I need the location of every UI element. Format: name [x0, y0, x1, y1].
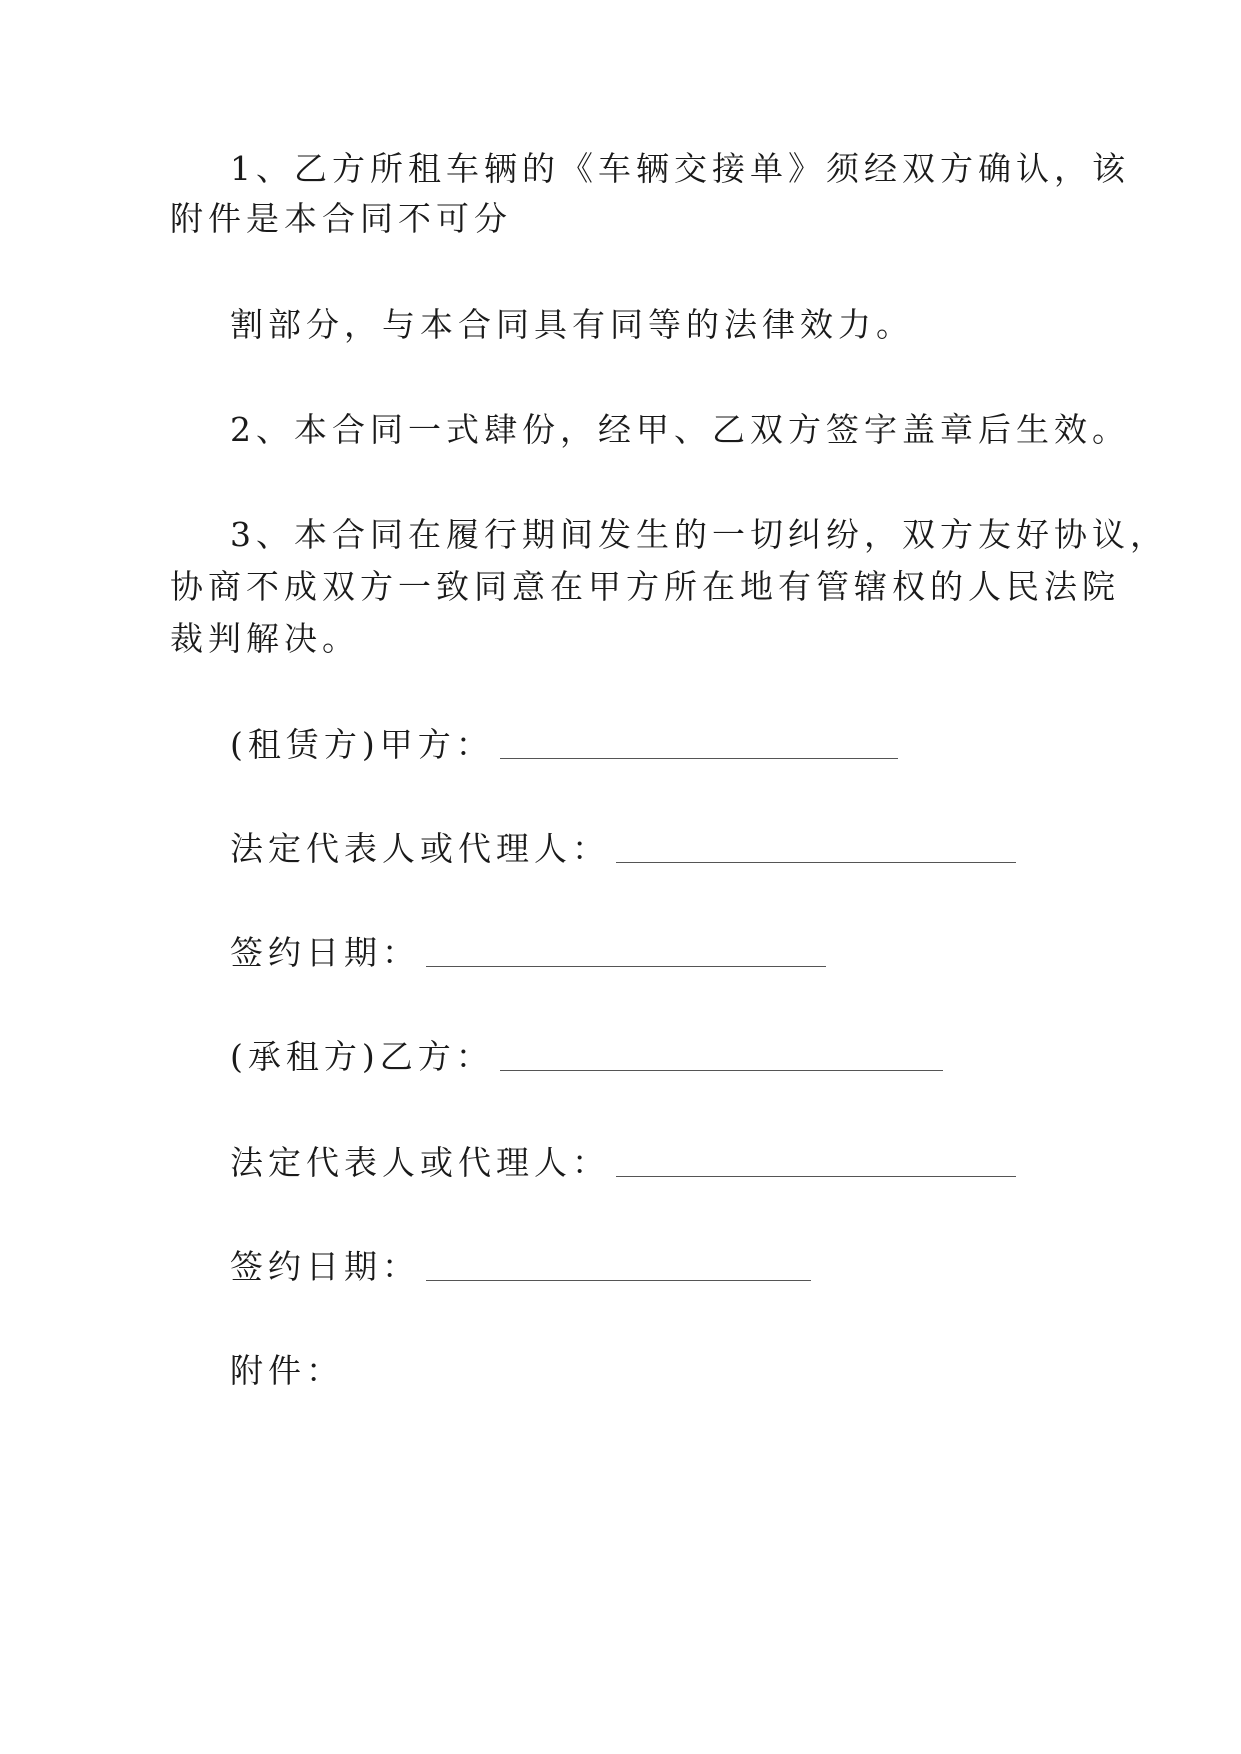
lessor-date-line: [426, 965, 826, 967]
lessee-date-label: 签约日期：: [230, 1247, 420, 1286]
lessee-label: (承租方)乙方：: [230, 1037, 494, 1076]
lessee-field: [230, 1037, 943, 1076]
lessee-rep-signature-line: [616, 1175, 1016, 1177]
lessor-signature-line: [500, 757, 898, 759]
lessee-date-field: [230, 1247, 811, 1286]
clause-1-line-1: 1、乙方所租车辆的《车辆交接单》须经双方确认，该: [230, 149, 1130, 188]
lessor-rep-signature-line: [616, 861, 1016, 863]
clause-3-line-1: 3、本合同在履行期间发生的一切纠纷，双方友好协议，: [230, 515, 1168, 554]
lessee-rep-field: [230, 1143, 1016, 1182]
lessor-label: (租赁方)甲方：: [230, 725, 494, 764]
lessee-signature-line: [500, 1069, 943, 1071]
clause-1-line-2: 附件是本合同不可分: [170, 199, 512, 238]
clause-3-line-3: 裁判解决。: [170, 619, 360, 658]
lessee-date-line: [426, 1279, 811, 1281]
lessor-field: [230, 725, 898, 764]
lessee-rep-label: 法定代表人或代理人：: [230, 1143, 610, 1182]
lessor-rep-field: [230, 829, 1016, 868]
attachment-label: 附件：: [230, 1351, 344, 1390]
lessor-date-field: [230, 933, 826, 972]
lessor-rep-label: 法定代表人或代理人：: [230, 829, 610, 868]
clause-3-line-2: 协商不成双方一致同意在甲方所在地有管辖权的人民法院: [170, 567, 1120, 606]
clause-2: 2、本合同一式肆份，经甲、乙双方签字盖章后生效。: [230, 410, 1130, 449]
lessor-date-label: 签约日期：: [230, 933, 420, 972]
clause-1-continuation: 割部分，与本合同具有同等的法律效力。: [230, 305, 914, 344]
